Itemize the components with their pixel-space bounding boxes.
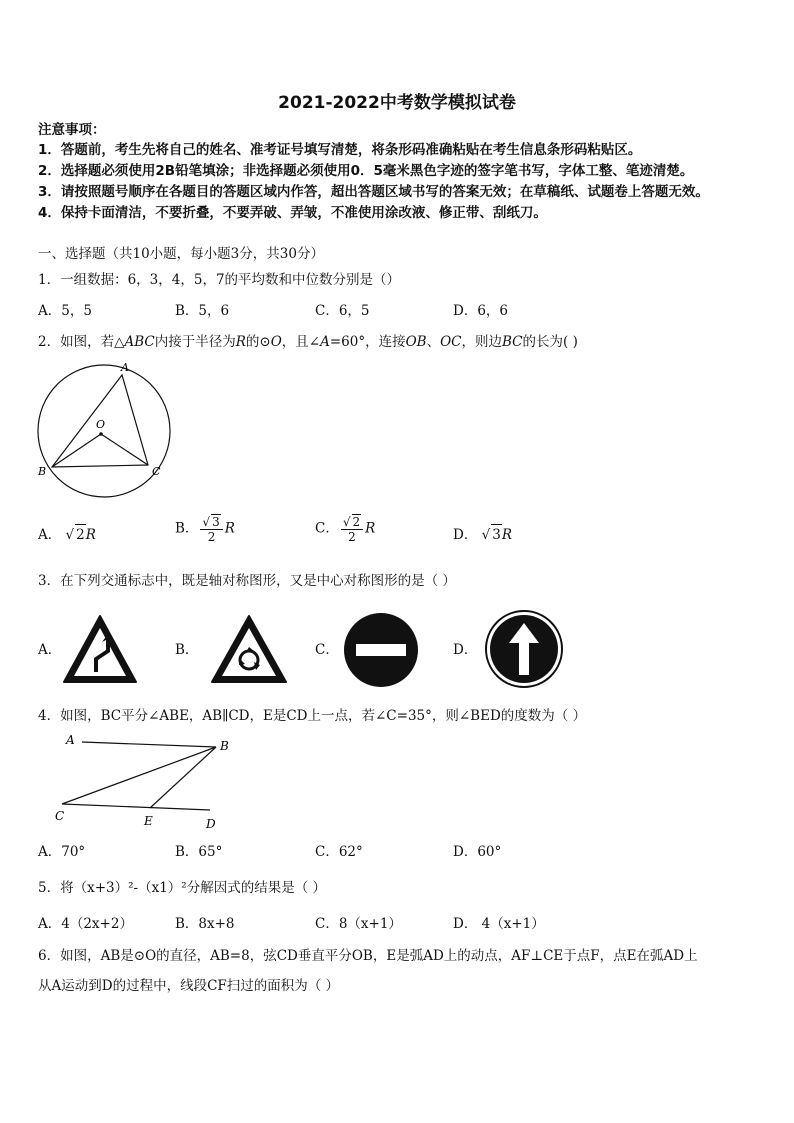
q1-option-d: D．6，6 xyxy=(453,303,509,319)
q5-option-a: A．4（2x+2） xyxy=(38,916,133,932)
q5-option-d: D． 4（x+1） xyxy=(453,916,545,932)
label-d: D xyxy=(206,817,216,831)
q5-option-b: B．8x+8 xyxy=(175,916,235,932)
q3-stem: 3．在下列交通标志中，既是轴对称图形，又是中心对称图形的是（ ） xyxy=(38,573,456,589)
notice-item: 4．保持卡面清洁，不要折叠，不要弄破、弄皱，不准使用涂改液、修正带、刮纸刀。 xyxy=(38,205,547,221)
label-o: O xyxy=(96,418,106,431)
notice-item: 1．答题前，考生先将自己的姓名、准考证号填写清楚，将条形码准确粘贴在考生信息条形码粘贴区。 xyxy=(38,142,642,158)
q2-circle-figure xyxy=(34,358,174,500)
sign-zigzag-road-icon xyxy=(60,612,140,686)
q2-option-d: D． √ 3R xyxy=(453,524,512,545)
notice-item: 2．选择题必须使用2B铅笔填涂；非选择题必须使用0．5毫米黑色字迹的签字笔书写，字体工整、笔迹清楚。 xyxy=(38,163,694,179)
q6-stem-line2: 从A运动到D的过程中，线段CF扫过的面积为（ ） xyxy=(38,978,340,994)
q3-option-b-letter: B． xyxy=(175,642,199,658)
label-a: A xyxy=(121,361,129,374)
label-b: B xyxy=(220,739,229,753)
q5-option-c: C．8（x+1） xyxy=(315,916,402,932)
segment-be xyxy=(150,747,216,808)
sign-roundabout-icon xyxy=(208,612,290,686)
q1-stem: 1．一组数据：6，3，4，5，7的平均数和中位数分别是（） xyxy=(38,272,401,288)
q4-option-d: D．60° xyxy=(453,844,502,860)
page-title: 2021-2022中考数学模拟试卷 xyxy=(278,93,516,113)
notice-item: 3．请按照题号顺序在各题目的答题区域内作答，超出答题区域书写的答案无效；在草稿纸、试题卷上答题无效。 xyxy=(38,184,709,200)
circle-o xyxy=(38,365,170,497)
line-ab xyxy=(82,742,216,747)
sign-straight-arrow-icon xyxy=(484,609,564,689)
q4-option-c: C．62° xyxy=(315,844,363,860)
q2-option-b: B． $\frac{√ 3}{2}$ R xyxy=(175,515,235,544)
q4-parallel-lines-figure xyxy=(50,728,240,834)
q2-stem: 2．如图，若△ABC内接于半径为R的⊙O，且∠A=60°，连接OB、OC，则边BC的长为( ) xyxy=(38,334,578,350)
q3-option-c-letter: C． xyxy=(315,642,339,658)
q2-option-c: C． $\frac{√ 2}{2}$ R xyxy=(315,515,376,544)
label-c: C xyxy=(55,809,65,823)
label-a: A xyxy=(66,733,75,747)
q1-option-b: B．5，6 xyxy=(175,303,230,319)
segment-bc xyxy=(62,747,216,804)
q4-option-a: A．70° xyxy=(38,844,86,860)
label-c: C xyxy=(152,465,161,478)
segment-ob xyxy=(52,434,101,467)
line-cd xyxy=(62,804,210,810)
notice-heading: 注意事项： xyxy=(38,122,106,138)
q1-option-a: A．5，5 xyxy=(38,303,92,319)
sign-no-entry-icon xyxy=(342,611,420,689)
q4-option-b: B．65° xyxy=(175,844,223,860)
label-e: E xyxy=(144,814,153,828)
section-heading: 一、选择题（共10小题，每小题3分，共30分） xyxy=(38,246,324,262)
q6-stem-line1: 6．如图，AB是⊙O的直径，AB=8，弦CD垂直平分OB，E是弧AD上的动点，AF⊥CE于点F，点E在弧AD上 xyxy=(38,948,698,964)
q3-option-a-letter: A． xyxy=(38,642,62,658)
q5-stem: 5．将（x+3）²-（x1）²分解因式的结果是（ ） xyxy=(38,880,326,896)
q3-option-d-letter: D． xyxy=(453,642,478,658)
q4-stem: 4．如图，BC平分∠ABE，AB∥CD，E是CD上一点，若∠C=35°，则∠BED的度数为（ ） xyxy=(38,708,587,724)
q2-option-a: A． √ 2R xyxy=(38,524,96,545)
q1-option-c: C．6，5 xyxy=(315,303,370,319)
label-b: B xyxy=(38,465,47,478)
